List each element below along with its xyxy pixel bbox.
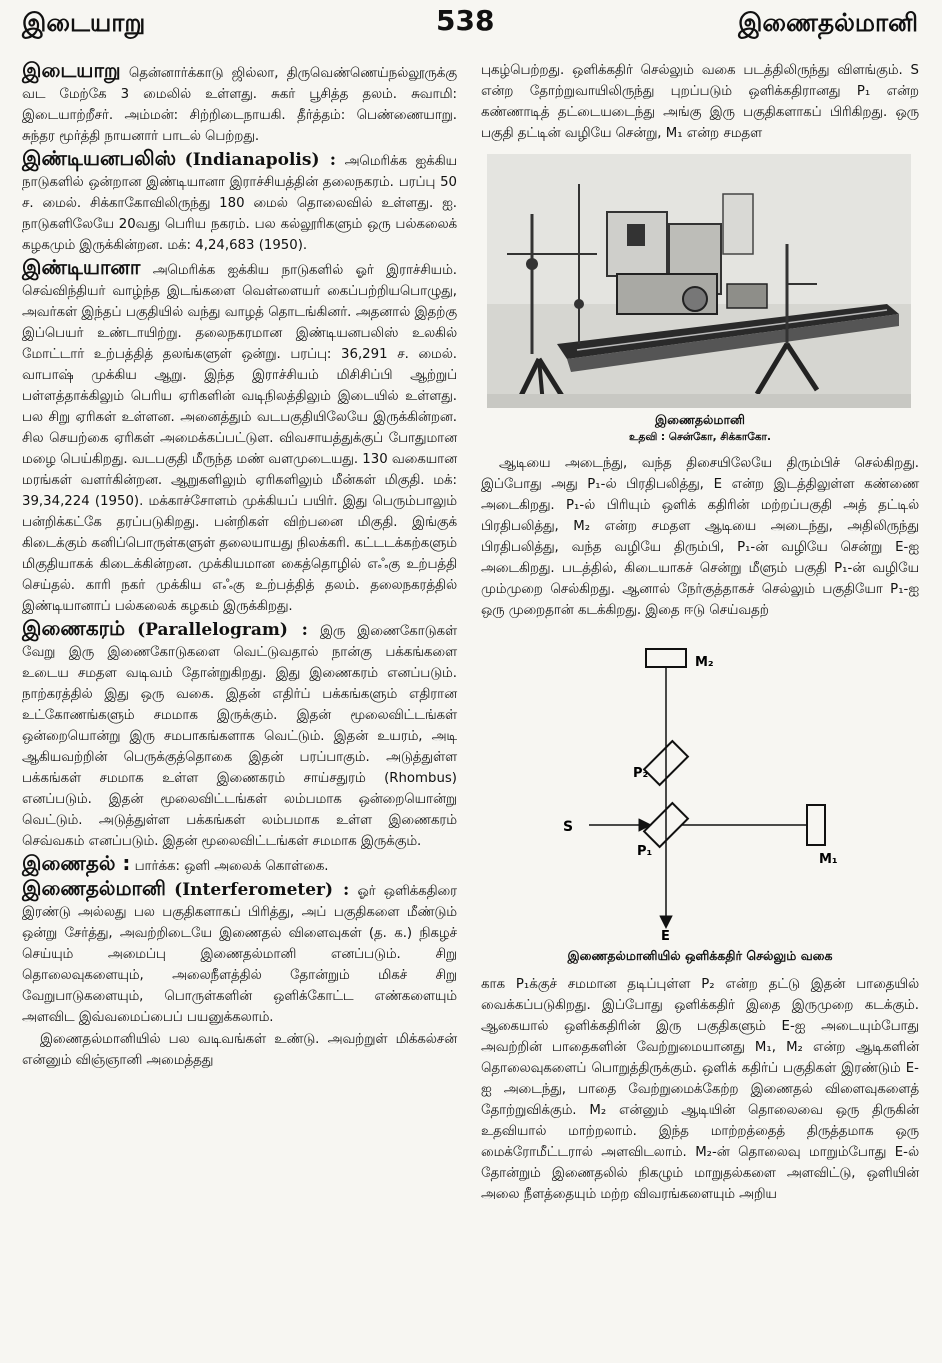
entry-text: ஓர் ஒளிக்கதிரை இரண்டு அல்லது பல பகுதிகளாகப் பிரித்து, அப் பகுதிகளை மீண்டும் ஒன்று சேர்த்து, அவற்றிடையே இணைதல் விளைவுகள் (த. க.) நிகழச் செய்யும் அமைப்பு இணைதல்மானி எனப்படும். சிறு தொலைவுகளையும், அலைநீளத்தில் தோன்றும் மிகச் சிறு வேறுபாடுகளையும், பொருள்களின் ஒளிக்கோட்ட எண்களையும் அளவிட இவ்வமைப்பைப் பயனுக்கலாம். [22,884,458,1025]
diagram-caption: இணைதல்மானியில் ஒளிக்கதிர் செல்லும் வகை [567,948,833,963]
interferometer-paragraph: இணைதல்மானியில் பல வடிவங்கள் உண்டு. அவற்றுள் மிக்கல்சன் என்னும் விஞ்ஞானி அமைத்தது [22,1032,457,1068]
entry-parallelogram [22,618,457,852]
explanation-paragraph: ஆடியை அடைந்து, வந்த திசையிலேயே திரும்பிச் செல்கிறது. இப்போது அது P₁-ல் பிரதிபலித்து, E என்ற இடத்திலுள்ள கண்ணை அடைகிறது. P₁-ல் பிரியும் ஒளிக் கதிரின் மற்றப்பகுதி அத் தட்டில் பிரதிபலித்து, M₂ என்ற சமதள ஆடியை அடைந்து, அதிலிருந்து பிரதிபலித்து, வந்த வழியே திரும்பி, P₁-ன் வழியே சென்று E-ஐ அடைகிறது. படத்தில், கிடையாகச் சென்று மீளும் பகுதி P₁-ன் வழியே மும்முறை செல்கிறது. ஆனால் நேர்குத்தாகச் செல்லும் பகுதியோ P₁-ஐ ஒரு முறைதான் கடக்கிறது. இதை ஈடு செய்வதற் [481,456,919,618]
entry-heading-english: (Indianapolis) : [184,150,337,170]
closing-paragraph: காக P₁க்குச் சமமான தடிப்புள்ள P₂ என்ற தட்டு இதன் பாதையில் வைக்கப்படுகிறது. இப்போது ஒளிக்கதிர் இதை இருமுறை கடக்கும். ஆகையால் ஒளிக்கதிரின் இரு பகுதிகளும் E-ஐ அடையும்போது அவற்றின் பாதைகளின் வேற்றுமையானது M₁, M₂ என்ற ஆடிகளின் தொலைவுகளைப் பொறுத்திருக்கும். ஒளிக் கதிர்ப் பகுதிகள் இரண்டும் E-ஐ அடைந்து, பாதை வேற்றுமைக்கேற்ற இணைதல் விளைவுகளைத் தோற்றுவிக்கும். M₂ என்னும் ஆடியின் தொலைவை ஒரு திருகின் உதவியால் மாற்றலாம். இந்த மாற்றத்தைத் திருத்தமாக ஒரு மைக்ரோமீட்டரால் அளவிடலாம். M₂-ன் தொலைவு மாறும்போது E-ல் தோன்றும் இணைதலில் நிகழும் மாறுதல்களை அளவிட்டு, ஒளியின் அலை நீளத்தையும் மற்ற விவரங்களையும் அறிய [481,977,919,1202]
entry-text: தென்னார்க்காடு ஜில்லா, திருவெண்ணெய்நல்லூருக்கு வட மேற்கே 3 மைலில் உள்ளது. சுகர் பூசித்த தலம். சுவாமி: இடையாற்றீசர். அம்மன்: சிற்றிடைநாயகி. தீர்த்தம்: பெண்ணையாறு. சுந்தர மூர்த்தி நாயனார் பாடல் பெற்றது. [22,66,457,144]
running-head-right: இணைதல்மானி [738,8,918,37]
photo-credit: உதவி : சென்கோ, சிக்காகோ. [628,431,772,443]
entry-interferometer [22,878,457,1028]
right-column [481,60,919,1205]
entry-heading-english: (Parallelogram) : [137,620,308,640]
entry-indianapolis [22,148,457,256]
label-p2: P₂ [633,766,649,781]
page-header [0,0,942,52]
page-number: 538 [436,4,495,37]
interferometer-photo [487,154,911,408]
entry-idaiyaru [22,60,457,147]
left-column [22,60,457,1071]
mirror-m1 [807,805,825,845]
entry-text: பார்க்க: ஒளி அலைக் கொள்கை. [134,859,329,874]
light-path-svg [481,641,919,941]
running-head-left: இடையாறு [22,8,146,37]
apparatus-illustration [487,154,911,408]
entry-heading: இண்டியனபலிஸ் [22,146,177,170]
photo-caption: இணைதல்மானி [655,412,745,427]
entry-inaithal [22,853,457,877]
entry-heading: இண்டியானா [22,255,141,279]
label-e: E [661,929,670,941]
entry-text: அமெரிக்க ஐக்கிய நாடுகளில் ஓர் இராச்சியம். செவ்விந்தியர் வாழ்ந்த இடங்களை வெள்ளையர் கைப்பற்றியபொழுது, அவர்கள் இந்தப் பகுதியில் வந்து வாழத் தொடங்கினர். அதனால் இதற்கு இப்பெயர் உண்டாயிற்று. தலைநகரமான இண்டியனபலிஸ் உலகில் மோட்டார் உற்பத்தித் தலங்களுள் ஒன்று. பரப்பு: 36,291 ச. மைல். வாபாஷ் முக்கிய ஆறு. இந்த இராச்சியம் மிசிசிப்பி ஆற்றுப் பள்ளத்தாக்கிலும் பெரிய ஏரிகளின் வடிநிலத்திலும் இடையில் உள்ளது. பல சிறு ஏரிகள் உள்ளன. அனைத்தும் வடபகுதியிலேயே இருக்கின்றன. சில செயற்கை ஏரிகள் அமைக்கப்பட்டுள. விவசாயத்துக்குப் போதுமான மழை பெய்கிறது. வடபகுதி மீருந்த மண் வளமுடையது. 130 வகையான மரங்கள் வளர்கின்றன. ஆறுகளிலும் ஏரிகளிலும் மீன்கள் மிகுதி. மக்: 39,34,224 (1950). மக்காச்சோளம் முக்கியப் பயிர். இது பெரும்பாலும் பன்றிக்கட்கே தரப்படுகிறது. பன்றிகள் விற்பனை மிகுதி. இங்குக் கிடைக்கும் கனிப்பொருள்களுள் தலையாயது நிலக்கரி. கட்டடக்கற்களும் மிகுதியாகக் கிடைக்கின்றன. முக்கியமான கைத்தொழில் எஃகு உற்பத்தி செய்தல். காரி நகர் முக்கிய எஃகு உற்பத்தித் தலம். தலைநகரத்தில் இண்டியானாப் பல்கலைக் கழகம் இருக்கிறது. [22,263,457,614]
label-p1: P₁ [637,844,653,859]
entry-heading: இணைதல் : [22,851,131,875]
label-m2: M₂ [695,655,714,670]
entry-text: அமெரிக்க ஐக்கிய நாடுகளில் ஒன்றான இண்டியானா இராச்சியத்தின் தலைநகரம். பரப்பு 50 ச. மைல். சிக்காகோவிலிருந்து 180 மைல் தொலைவில் உள்ளது. ஐ. நாடுகளிலேயே 20வது பெரிய நகரம். பல கல்லூரிகளும் ஒரு பல்கலைக் கழகமும் இருக்கின்றன. மக்: 4,24,683 (1950). [22,154,457,253]
label-m1: M₁ [819,852,838,867]
label-s: S [563,819,574,835]
entry-heading: இணைதல்மானி [22,876,166,900]
entry-text: இரு இணைகோடுகள் வேறு இரு இணைகோடுகளை வெட்டுவதால் நான்கு பக்கங்களை உடைய சமதள வடிவம் தோன்றுகிறது. இது இணைகரம் எனப்படும். நாற்கரத்தில் இது ஒரு வகை. இதன் எதிர்ப் பக்கங்களும் எதிரான உட்கோணங்களும் சமமாக இருக்கும். இதன் மூலைவிட்டங்கள் ஒன்றையொன்று இரு சமபாகங்களாக வெட்டும். இதன் உயரம், அடி ஆகியவற்றின் பெருக்குத்தொகை இதன் பரப்பாகும். அடுத்துள்ள பக்கங்கள் சமமாக உள்ள இணைகரம் சாய்சதுரம் (Rhombus) எனப்படும். இதன் மூலைவிட்டங்கள் லம்பமாக ஒன்றையொன்று வெட்டும். அடுத்துள்ள பக்கங்கள் லம்பமாக உள்ள இணைகரம் செவ்வகம் எனப்படும். இதன் மூலைவிட்டங்கள் சமமாக இருக்கும். [22,624,457,849]
entry-heading: இடையாறு [22,58,121,82]
entry-heading-english: (Interferometer) : [174,880,350,900]
entry-heading: இணைகரம் [22,616,126,640]
light-path-diagram [481,641,919,941]
continuation-paragraph: புகழ்பெற்றது. ஒளிக்கதிர் செல்லும் வகை படத்திலிருந்து விளங்கும். S என்ற தோற்றுவாயிலிருந்து புறப்படும் ஒளிக்கதிரானது P₁ என்ற கண்ணாடித் தட்டையடைந்து அங்கு இரு பகுதிகளாகப் பிரிகிறது. ஒரு பகுதி தட்டின் வழியே சென்று, M₁ என்ற சமதள [481,63,919,141]
entry-indiana [22,257,457,617]
mirror-m2 [646,649,686,667]
